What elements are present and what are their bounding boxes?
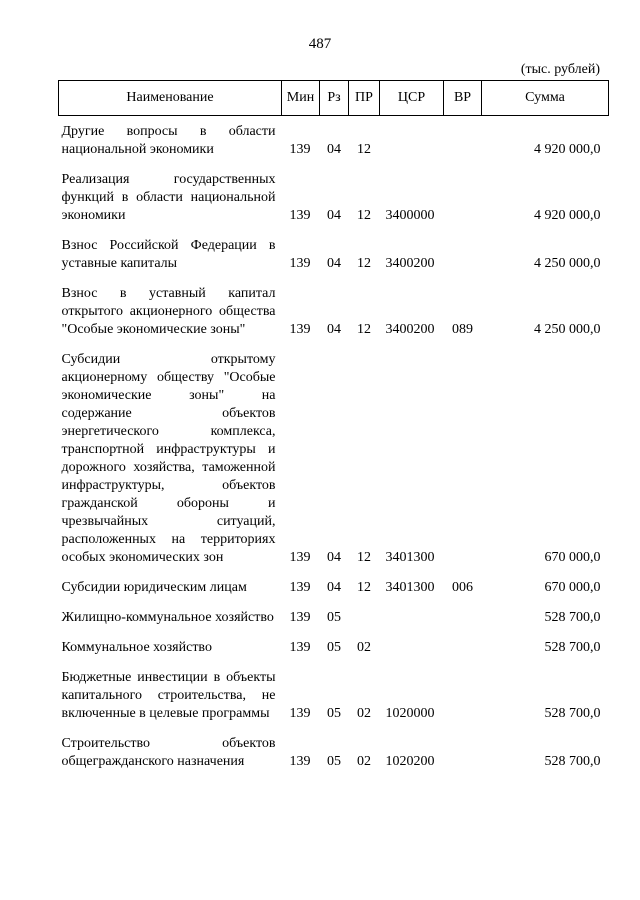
cell-rz: 05 <box>327 706 341 721</box>
cell-min: 139 <box>289 256 311 271</box>
cell-vr <box>444 728 482 776</box>
cell-csr: 1020000 <box>385 706 435 721</box>
cell-name: Жилищно-коммунальное хозяйство <box>61 610 274 625</box>
cell-sum: 528 700,0 <box>544 754 601 769</box>
cell-pr <box>349 602 380 632</box>
cell-csr: 3401300 <box>385 580 435 595</box>
cell-min: 139 <box>289 754 311 769</box>
cell-rz: 04 <box>327 208 341 223</box>
cell-sum: 670 000,0 <box>544 580 601 595</box>
header-sum: Сумма <box>482 81 609 116</box>
cell-sum: 4 250 000,0 <box>534 322 601 337</box>
units-label: (тыс. рублей) <box>520 62 600 77</box>
cell-pr: 02 <box>357 706 371 721</box>
header-csr: ЦСР <box>380 81 444 116</box>
cell-vr <box>444 230 482 278</box>
header-rz: Рз <box>320 81 349 116</box>
cell-csr <box>380 602 444 632</box>
cell-vr <box>444 344 482 572</box>
cell-min: 139 <box>289 208 311 223</box>
cell-name: Коммунальное хозяйство <box>61 640 212 655</box>
cell-min: 139 <box>289 142 311 157</box>
cell-csr: 3400200 <box>385 322 435 337</box>
cell-min: 139 <box>289 706 311 721</box>
cell-sum: 670 000,0 <box>544 550 601 565</box>
header-pr: ПР <box>349 81 380 116</box>
cell-rz: 05 <box>327 640 341 655</box>
cell-rz: 04 <box>327 256 341 271</box>
cell-csr: 1020200 <box>385 754 435 769</box>
cell-pr: 12 <box>357 550 371 565</box>
cell-vr <box>444 662 482 728</box>
cell-min: 139 <box>289 580 311 595</box>
cell-min: 139 <box>289 610 311 625</box>
table-row <box>59 602 609 632</box>
cell-name: Бюджетные инвестиции в объекты капитального строительства, не включенные в целевые программы <box>61 670 276 721</box>
header-name: Наименование <box>59 81 282 116</box>
cell-pr: 12 <box>357 142 371 157</box>
cell-csr: 3400200 <box>385 256 435 271</box>
cell-name: Реализация государственных функций в области национальной экономики <box>61 172 276 223</box>
cell-rz: 04 <box>327 580 341 595</box>
cell-name: Другие вопросы в области национальной экономики <box>61 124 276 157</box>
page-number: 487 <box>308 36 332 52</box>
cell-sum: 528 700,0 <box>544 706 601 721</box>
cell-pr: 02 <box>357 640 371 655</box>
cell-rz: 04 <box>327 142 341 157</box>
header-vr: ВР <box>444 81 482 116</box>
cell-pr: 12 <box>357 580 371 595</box>
cell-vr <box>444 632 482 662</box>
cell-min: 139 <box>289 550 311 565</box>
cell-sum: 4 920 000,0 <box>534 208 601 223</box>
table-row <box>59 344 609 572</box>
table-row <box>59 164 609 230</box>
table-header-row <box>59 81 609 116</box>
cell-csr: 3400000 <box>385 208 435 223</box>
cell-name: Субсидии юридическим лицам <box>61 580 247 595</box>
cell-name: Взнос Российской Федерации в уставные капиталы <box>61 238 276 271</box>
cell-sum: 528 700,0 <box>544 640 601 655</box>
table-row <box>59 230 609 278</box>
cell-pr: 02 <box>357 754 371 769</box>
cell-pr: 12 <box>357 256 371 271</box>
cell-name: Строительство объектов общегражданского назначения <box>61 736 276 769</box>
cell-rz: 05 <box>327 610 341 625</box>
cell-sum: 528 700,0 <box>544 610 601 625</box>
table-row <box>59 662 609 728</box>
table-row <box>59 632 609 662</box>
cell-rz: 04 <box>327 550 341 565</box>
cell-vr <box>444 116 482 165</box>
table-row <box>59 116 609 165</box>
table-row <box>59 278 609 344</box>
cell-vr: 089 <box>452 322 473 337</box>
budget-table <box>58 80 609 776</box>
cell-rz: 04 <box>327 322 341 337</box>
cell-pr: 12 <box>357 322 371 337</box>
cell-csr: 3401300 <box>385 550 435 565</box>
table-row <box>59 728 609 776</box>
cell-pr: 12 <box>357 208 371 223</box>
cell-min: 139 <box>289 640 311 655</box>
cell-min: 139 <box>289 322 311 337</box>
cell-name: Взнос в уставный капитал открытого акционерного общества "Особые экономические зоны" <box>61 286 276 337</box>
cell-vr: 006 <box>452 580 473 595</box>
header-min: Мин <box>282 81 320 116</box>
cell-vr <box>444 602 482 632</box>
cell-rz: 05 <box>327 754 341 769</box>
table-row <box>59 572 609 602</box>
cell-vr <box>444 164 482 230</box>
cell-sum: 4 920 000,0 <box>534 142 601 157</box>
cell-csr <box>380 632 444 662</box>
cell-csr <box>380 116 444 165</box>
cell-name: Субсидии открытому акционерному обществу "Особые экономические зоны" на содержание объектов энергетического комплекса, транспортной инфраструктуры и дорожного хозяйства, таможенной инфраструктуры, объектов гражданской обороны и чрезвычайных ситуаций, расположенных на территориях особых экономических зон <box>61 352 276 565</box>
cell-sum: 4 250 000,0 <box>534 256 601 271</box>
